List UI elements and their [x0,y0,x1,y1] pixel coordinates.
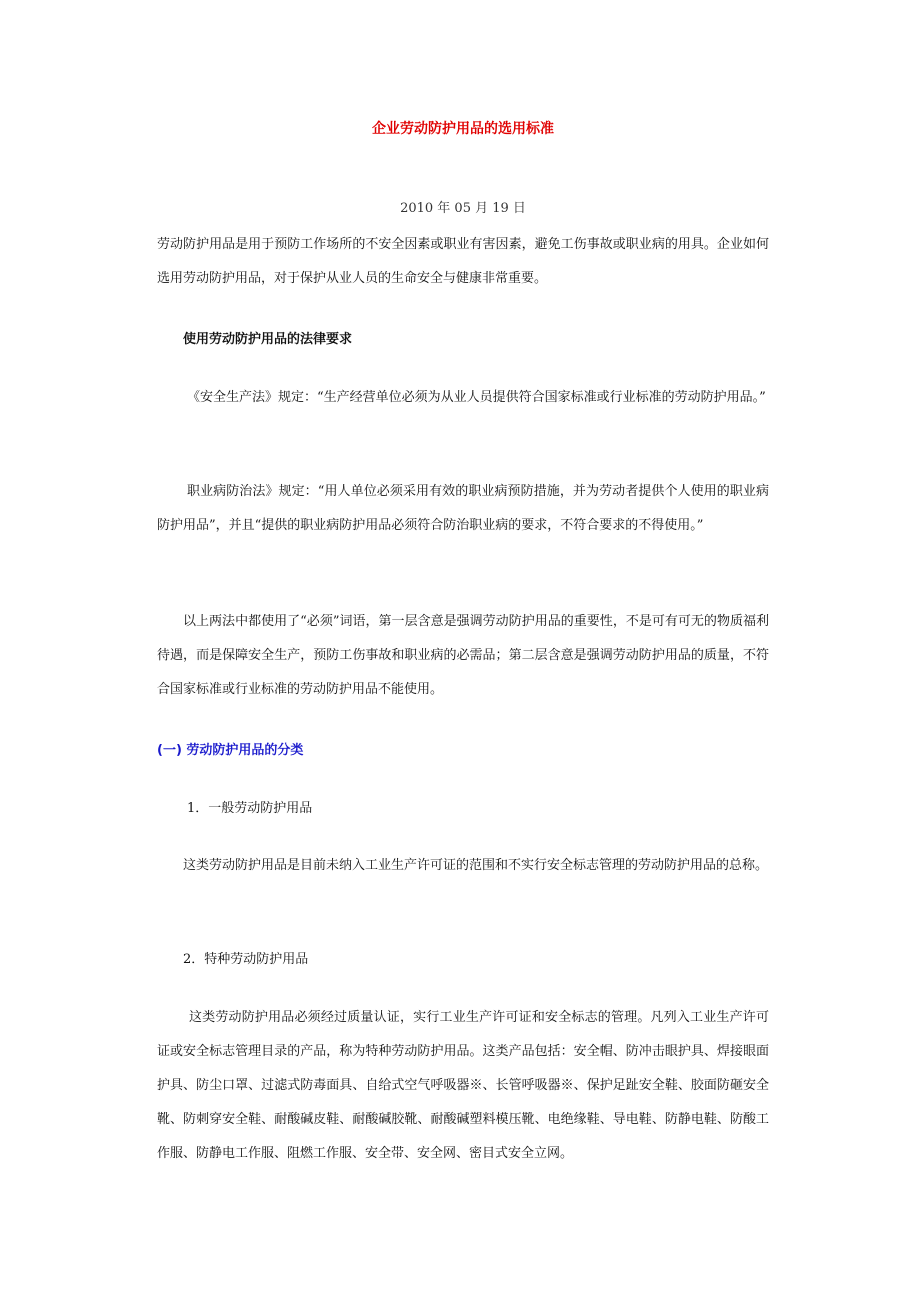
classification-heading: (一) 劳动防护用品的分类 [157,743,304,758]
general-ppe-paragraph: 这类劳动防护用品是目前未纳入工业生产许可证的范围和不实行安全标志管理的劳动防护用品的总称。 [183,858,769,873]
document-title: 企业劳动防护用品的选用标准 [372,121,554,137]
document-date: 2010 年 05 月 19 日 [400,201,526,216]
general-ppe-title: 1．一般劳动防护用品 [187,801,313,816]
occupational-law-paragraph: 职业病防治法》规定：“用人单位必须采用有效的职业病预防措施，并为劳动者提供个人使用的职业病防护用品”，并且“提供的职业病防护用品必须符合防治职业病的要求，不符合要求的不得使用。” [157,484,769,533]
intro-paragraph: 劳动防护用品是用于预防工作场所的不安全因素或职业有害因素，避免工伤事故或职业病的用具。企业如何选用劳动防护用品，对于保护从业人员的生命安全与健康非常重要。 [157,237,769,286]
safety-law-paragraph: 《安全生产法》规定：“生产经营单位必须为从业人员提供符合国家标准或行业标准的劳动防护用品。” [187,390,766,405]
legal-heading: 使用劳动防护用品的法律要求 [183,332,353,347]
interpretation-paragraph: 以上两法中都使用了“必须”词语，第一层含意是强调劳动防护用品的重要性，不是可有可无的物质福利待遇，而是保障安全生产，预防工伤事故和职业病的必需品；第二层含意是强调劳动防护用品的质量，不符合国家标准或行业标准的劳动防护用品不能使用。 [157,614,769,697]
special-ppe-paragraph: 这类劳动防护用品必须经过质量认证，实行工业生产许可证和安全标志的管理。凡列入工业生产许可证或安全标志管理目录的产品，称为特种劳动防护用品。这类产品包括：安全帽、防冲击眼护具、焊接眼面护具、防尘口罩、过滤式防毒面具、自给式空气呼吸器※、长管呼吸器※、保护足趾安全鞋、胶面防砸安全靴、防刺穿安全鞋、耐酸碱皮鞋、耐酸碱胶靴、耐酸碱塑料模压靴、电绝缘鞋、导电鞋、防静电鞋、防酸工作服、防静电工作服、阻燃工作服、安全带、安全网、密目式安全立网。 [157,1010,769,1161]
special-ppe-title: 2．特种劳动防护用品 [183,952,309,967]
